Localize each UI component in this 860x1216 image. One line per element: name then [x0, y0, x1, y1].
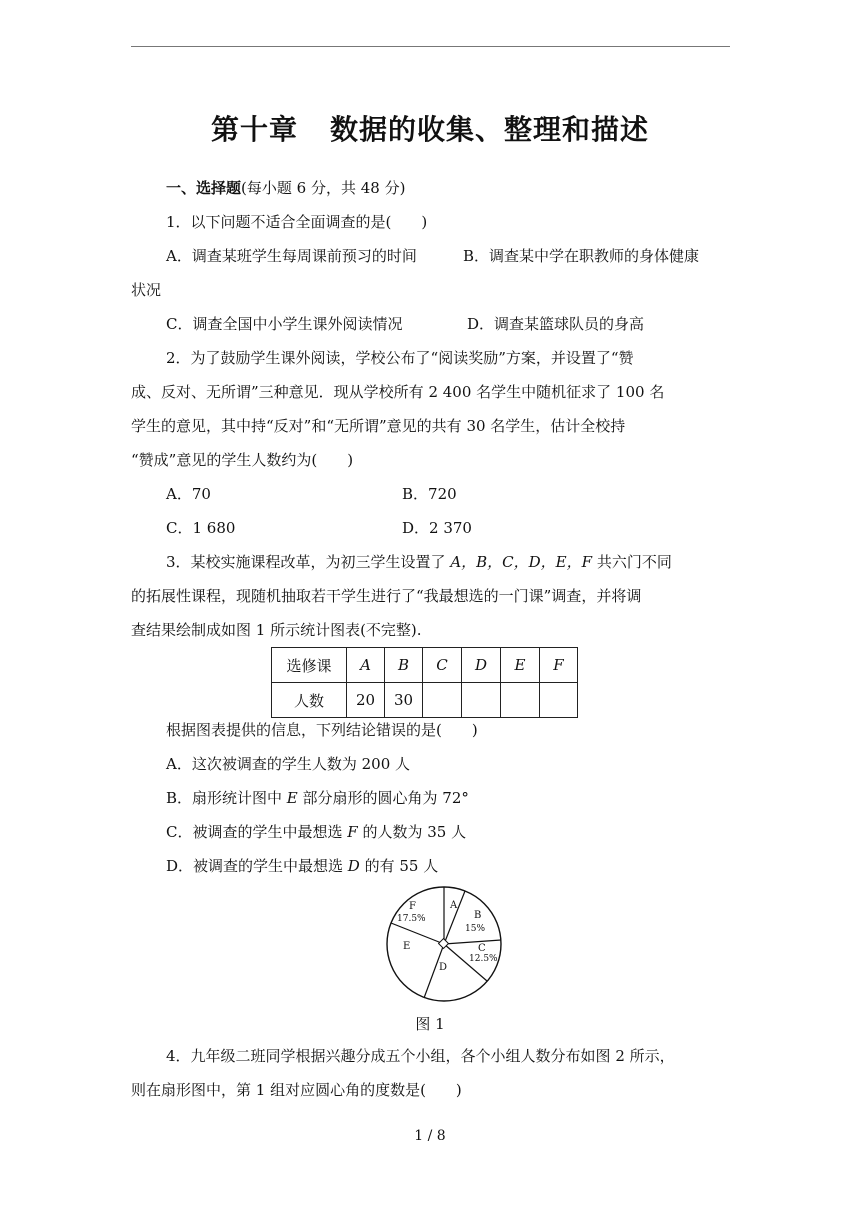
q2-option-a: A．70 — [166, 485, 211, 503]
pie-label-d: D — [439, 962, 448, 973]
q2-line-3: 学生的意见，其中持“反对”和“无所谓”意见的共有 30 名学生，估计全校持 — [131, 417, 626, 435]
table-cell: 30 — [385, 683, 423, 718]
pie-radius — [444, 891, 465, 944]
table-cell — [423, 683, 462, 718]
table-cell — [462, 683, 501, 718]
q3-option-d: D．被调查的学生中最想选 D 的有 55 人 — [166, 857, 439, 875]
table-cell: 人数 — [272, 683, 347, 718]
q1-option-d: D．调查某篮球队员的身高 — [467, 315, 645, 333]
section-note: (每小题 6 分，共 48 分) — [241, 179, 406, 197]
table-cell: 选修课 — [272, 648, 347, 683]
q3-option-c: C．被调查的学生中最想选 F 的人数为 35 人 — [166, 823, 467, 841]
q3-pie-figure — [386, 886, 506, 1004]
table-cell: C — [423, 648, 462, 683]
q3-line-2: 的拓展性课程，现随机抽取若干学生进行了“我最想选的一门课”调查，并将调 — [131, 587, 642, 605]
q3-course-letters: A，B，C，D，E，F — [450, 553, 593, 571]
q1-option-c: C．调查全国中小学生课外阅读情况 — [166, 315, 403, 333]
pie-label-f: F — [409, 901, 416, 912]
table-cell: A — [347, 648, 385, 683]
q3-option-b: B．扇形统计图中 E 部分扇形的圆心角为 72° — [166, 789, 469, 807]
pie-label-e: E — [403, 941, 411, 952]
table-cell: F — [540, 648, 578, 683]
pie-radius — [391, 923, 444, 944]
q2-line-1: 2．为了鼓励学生课外阅读，学校公布了“阅读奖励”方案，并设置了“赞 — [166, 349, 634, 367]
pie-label-f-pct: 17.5% — [397, 914, 426, 924]
chapter-name: 数据的收集、整理和描述 — [330, 113, 650, 146]
q2-line-4: “赞成”意见的学生人数约为( ) — [131, 451, 354, 469]
page-title — [0, 108, 860, 148]
section-title: 一、选择题 — [166, 179, 242, 197]
q3-stem: 根据图表提供的信息，下列结论错误的是( ) — [166, 721, 478, 739]
table-cell: 20 — [347, 683, 385, 718]
q3-line-3: 查结果绘制成如图 1 所示统计图表(不完整). — [131, 621, 422, 639]
table-row — [272, 683, 578, 718]
q3-option-a: A．这次被调查的学生人数为 200 人 — [166, 755, 411, 773]
pie-label-c: C — [478, 943, 486, 954]
q3-line-1: 3．某校实施课程改革，为初三学生设置了 A，B，C，D，E，F 共六门不同 — [166, 553, 672, 571]
pie-label-c-pct: 12.5% — [469, 954, 498, 964]
q2-option-c: C．1 680 — [166, 519, 236, 537]
pie-label-a: A — [450, 900, 458, 911]
q2-option-b: B．720 — [402, 485, 457, 503]
q2-line-2: 成、反对、无所谓”三种意见．现从学校所有 2 400 名学生中随机征求了 100 名 — [131, 383, 665, 401]
table-cell: B — [385, 648, 423, 683]
q1-option-b-cont: 状况 — [131, 281, 162, 299]
pie-label-b: B — [474, 910, 482, 921]
q1-stem: 1．以下问题不适合全面调查的是( ) — [166, 213, 428, 231]
pie-label-b-pct: 15% — [465, 924, 486, 934]
section-heading — [166, 178, 405, 198]
table-header-row — [272, 648, 578, 683]
q4-line-2: 则在扇形图中，第 1 组对应圆心角的度数是( ) — [131, 1081, 462, 1099]
pie-radius — [444, 940, 501, 944]
q1-option-a: A．调查某班学生每周课前预习的时间 — [166, 247, 417, 265]
chapter-number: 第十章 — [210, 113, 298, 146]
figure-caption: 图 1 — [415, 1015, 445, 1033]
table-cell: E — [501, 648, 540, 683]
page-number: 1 / 8 — [414, 1128, 446, 1144]
header-rule — [131, 46, 730, 47]
table-cell — [501, 683, 540, 718]
q4-line-1: 4．九年级二班同学根据兴趣分成五个小组，各个小组人数分布如图 2 所示， — [166, 1047, 675, 1065]
table-cell: D — [462, 648, 501, 683]
q2-option-d: D．2 370 — [402, 519, 472, 537]
q1-option-b: B．调查某中学在职教师的身体健康 — [463, 247, 700, 265]
table-cell — [540, 683, 578, 718]
q3-course-table — [271, 647, 578, 718]
